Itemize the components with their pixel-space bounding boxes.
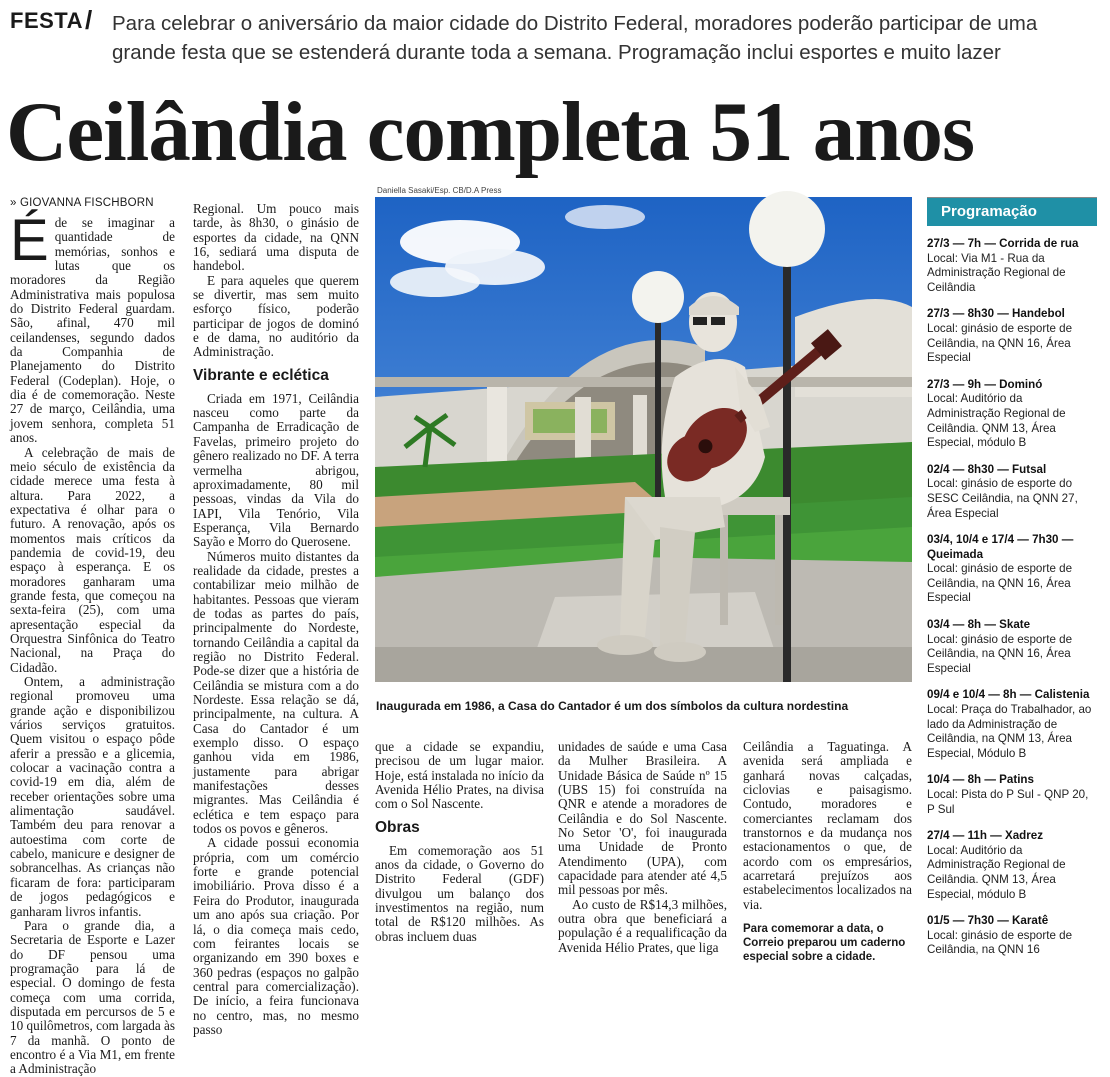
section-label: FESTA [10,8,83,33]
schedule-item-title: 01/5 — 7h30 — Karatê [927,914,1049,928]
paragraph: Ceilândia a Taguatinga. A avenida será ampliada e ganhará novas calçadas, ciclovias e paisagismo. Contudo, moradores e comerciantes reclamam dos transtornos e da mudança nos estacionamentos o que, de acordo com os empresários, acarretará prejuízos aos estabelecimentos localizados na via. [743,739,912,912]
sidebar-title: Programação [927,198,1097,226]
schedule-item-location: Local: Pista do P Sul - QNP 20, P Sul [927,788,1089,816]
schedule-item-title: 27/3 — 8h30 — Handebol [927,307,1065,321]
paragraph: Criada em 1971, Ceilândia nasceu como parte da Campanha de Erradicação de Favelas, primeiro projeto do gênero realizado no DF. A terra vermelha abrigou, aproximadamente, 80 mil pessoas, vindas da Vila do IAPI, Vila Tenório, Vila Esperança, Vila Bernardo Sayão e Morro do Querosene. [193,390,359,550]
dropcap: É [10,208,49,273]
schedule-item [927,914,1097,958]
schedule-item-location: Local: ginásio de esporte de Ceilândia, na QNN 16 [927,928,1073,957]
schedule-item-title: 03/4 — 8h — Skate [927,618,1031,632]
photo-casa-do-cantador [375,197,912,682]
schedule-item-title: 02/4 — 8h30 — Futsal [927,462,1047,476]
schedule-item-location: Local: ginásio de esporte de Ceilândia, na QNN 16, Área Especial [927,562,1073,605]
schedule-list [927,237,1097,970]
paragraph: Regional. Um pouco mais tarde, às 8h30, o ginásio de esportes da cidade, na QNN 16, sediará uma disputa de handebol. [193,201,359,274]
paragraph: A cidade possui economia própria, com um comércio forte e grande potencial imobiliário. Prova disso é a Feira do Produtor, inaugurada um ano após sua criação. Por lá, o dia começa mais cedo, com feirantes locais se organizando em 390 boxes e 360 pedras (espaços no galpão central para comercialização). De início, a feira funcionava no centro, mas, no mesmo passo [193,835,359,1037]
schedule-item-location: Local: Auditório da Administração Regional de Ceilândia. QNM 13, Área Especial, módulo B [927,392,1066,450]
schedule-item-title: 27/3 — 9h — Dominó [927,377,1043,391]
schedule-item-location: Local: ginásio de esporte de Ceilândia, na QNN 16, Área Especial [927,632,1073,675]
headline: Ceilândia completa 51 anos [6,85,975,179]
photo-credit: Daniella Sasaki/Esp. CB/D.A Press [377,186,502,195]
schedule-item-title: 10/4 — 8h — Patins [927,773,1034,787]
schedule-item-location: Local: Praça do Trabalhador, ao lado da Administração de Ceilândia, na QNM 13, Área Especial, Módulo B [927,703,1092,760]
schedule-item [927,618,1097,676]
paragraph: Números muito distantes da realidade da cidade, prestes a contabilizar meio milhão de habitantes. Pessoas que vieram de todas as partes do país, principalmente do Nordeste, tornando Ceilândia a capital da região no Distrito Federal. Pode-se dizer que a história de Ceilândia se mistura com a do Nordeste. Essa relação se dá, principalmente, na cultura. A Casa do Cantador é um exemplo disso. O espaço ganhou vida em 1986, justamente para abrigar manifestações desses migrantes. Mas Ceilândia é eclética e tem espaço para todos os povos e gêneros. [193,548,359,837]
paragraph: Ao custo de R$14,3 milhões, outra obra que beneficiará a população é a requalificação da Avenida Hélio Prates, que liga [558,896,727,955]
paragraph: Para o grande dia, a Secretaria de Esporte e Lazer do DF pensou uma programação para lá de especial. O domingo de festa começa com uma corrida, disputada em percursos de 5 e 10 quilômetros, com largada às 7 da manhã. O ponto de encontro é a Via M1, em frente a Administração [10,917,175,1077]
article-column-2 [193,201,359,1037]
schedule-item-location: Local: Auditório da Administração Regional de Ceilândia. QNM 13, Área Especial, módulo B [927,843,1066,901]
schedule-item [927,773,1097,817]
paragraph: A celebração de mais de meio século de existência da cidade merece uma festa à altura. Para 2022, a expectativa é olhar para o futuro. A renovação, após os momentos mais críticos da pandemia de covid-19, deu espaço à esperança. E os moradores ganharam uma grande festa, que começou na sexta-feira (25), com uma apresentação especial da Orquestra Sinfônica do Teatro Nacional, na Praça do Cidadão. [10,444,175,675]
subheading: Obras [375,818,420,836]
paragraph: que a cidade se expandiu, precisou de um lugar maior. Hoje, está instalada no início da Avenida Hélio Prates, na divisa com o Sol Nascente. [375,739,544,812]
article-column-4 [558,739,727,955]
promo-note: Para comemorar a data, o Correio preparou um caderno especial sobre a cidade. [743,923,906,964]
schedule-item-location: Local: ginásio de esporte do SESC Ceilândia, na QNN 27, Área Especial [927,477,1078,520]
subheading: Vibrante e eclética [193,366,329,384]
paragraph: Ontem, a administração regional promoveu uma grande ação e disponibilizou vários serviços gratuitos. Quem visitou o espaço pôde aferir a pressão e a glicemia, colocar a vacinação contra a covid-19 em dia, além de receber orientações sobre uma alimentação saudável. Também deu para renovar a autoestima com corte de cabelo, manicure e designer de sobrancelhas. As crianças não ficaram de fora: participaram de jogos pedagógicos e ganharam livros infantis. [10,674,175,919]
deck-subtitle: Para celebrar o aniversário da maior cidade do Distrito Federal, moradores poderão participar de uma grande festa que se estenderá durante toda a semana. Programação inclui esportes e muito lazer [112,12,1038,64]
article-column-1 [10,208,175,1077]
paragraph: E para aqueles que querem se divertir, mas sem muito esforço físico, poderão participar de jogos de dominó e de dama, no auditório da Administração. [193,272,359,360]
schedule-item [927,237,1097,295]
schedule-item [927,307,1097,365]
schedule-item-location: Local: Via M1 - Rua da Administração Regional de Ceilândia [927,251,1066,294]
article-column-3 [375,740,544,950]
schedule-item-title: 03/4, 10/4 e 17/4 — 7h30 — Queimada [927,533,1074,561]
schedule-item [927,533,1097,606]
photo-caption: Inaugurada em 1986, a Casa do Cantador é um dos símbolos da cultura nordestina [376,699,849,713]
byline: » GIOVANNA FISCHBORN [10,197,154,209]
section-slash: / [85,5,93,35]
schedule-item [927,688,1097,761]
schedule-item-title: 09/4 e 10/4 — 8h — Calistenia [927,688,1090,702]
schedule-item [927,378,1097,451]
schedule-item-title: 27/3 — 7h — Corrida de rua [927,237,1079,250]
paragraph: unidades de saúde e uma Casa da Mulher Brasileira. A Unidade Básica de Saúde nº 15 (UBS 15) foi construída na QNR e atende a moradores de Ceilândia e do Sol Nascente. No Setor 'O', foi inaugurada uma Unidade de Pronto Atendimento (UPA), com capacidade para atender até 4,5 mil pessoas por mês. [558,739,727,898]
schedule-item [927,829,1097,902]
article-column-5 [743,739,912,964]
paragraph: Em comemoração aos 51 anos da cidade, o Governo do Distrito Federal (GDF) divulgou um balanço dos investimentos na região, num total de R$120 milhões. As obras incluem duas [375,842,544,944]
paragraph: Éde se imaginar a quantidade de memórias, sonhos e lutas que os moradores da Região Administrativa mais populosa do Distrito Federal guardam. São, afinal, 470 mil ceilandenses, segundo dados da Companhia de Planejamento do Distrito Federal (Codeplan). Hoje, o dia é de comemoração. Neste 27 de março, Ceilândia, uma jovem senhora, completa 51 anos. [10,208,175,446]
schedule-item-location: Local: ginásio de esporte de Ceilândia, na QNN 16, Área Especial [927,321,1073,365]
statue-photo-illustration [375,197,912,682]
schedule-item [927,463,1097,521]
schedule-item-title: 27/4 — 11h — Xadrez [927,829,1043,843]
